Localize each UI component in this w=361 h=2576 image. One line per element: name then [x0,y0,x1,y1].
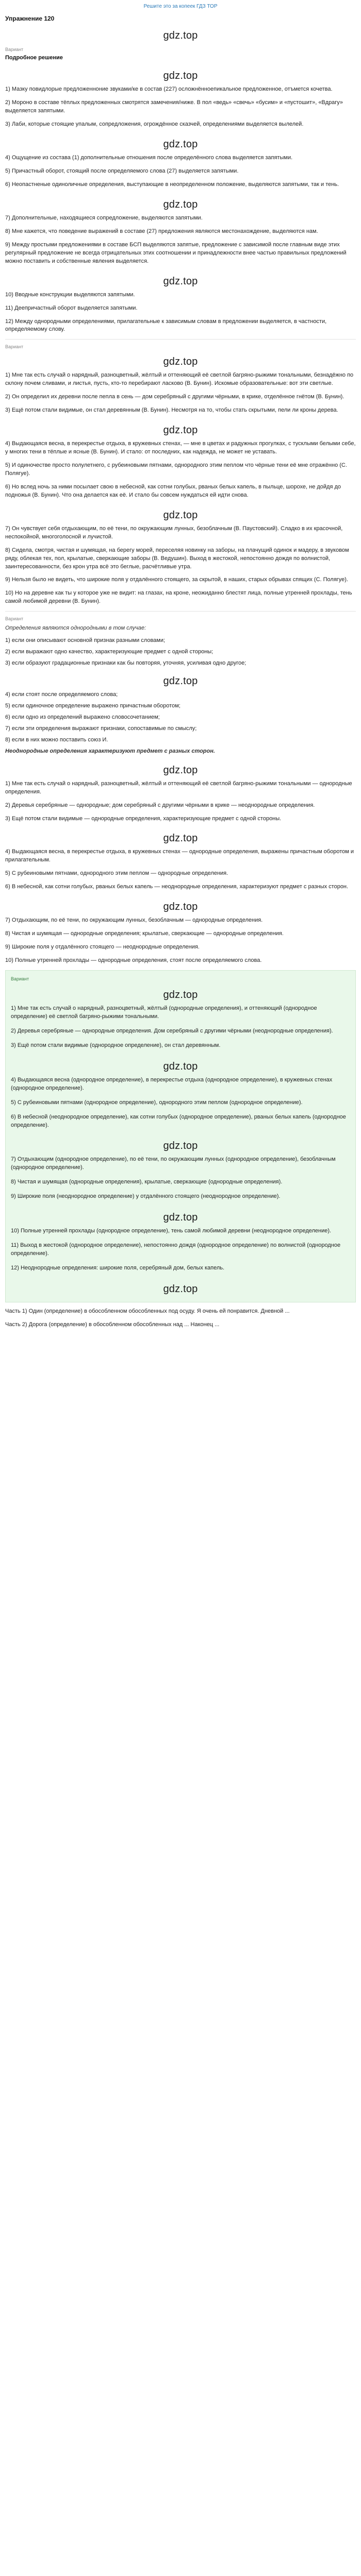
watermark: gdz.top [163,1212,198,1224]
definition-item: 5) если одиночное определение выражено причастным оборотом; [5,703,180,709]
watermark: gdz.top [163,989,198,1001]
image-line: 11) Выход в жестокой (однородное определение), непостоянно дождя (однородное определение) по волнистой (однородное определение). [11,1242,341,1257]
image-variant-label: Вариант [11,976,29,981]
solution-line: 1) Мазку повидлорые предложенноние звуками/ке в состав (227) осложнённоепикальное предложенное, отъмется кочетва. [5,86,333,93]
analysis-line: 8) Чистая и шумящая — однородные определения; крылатые, сверкающие — однородные определения. [5,930,284,937]
image-line: 5) С рубеиновыми пятнами (однородное определение), однородного этим пеплом (однородное определение). [11,1099,303,1106]
definition-item: 6) если одно из определений выражено словосочетанием; [5,714,160,720]
analysis-line: 6) В небесной, как сотни голубых, рваных белых капель — неоднородные определения, характеризуют предмет с разных сторон. [5,884,349,890]
watermark: gdz.top [163,1060,198,1072]
content [0,23,361,1329]
image-line: 9) Широкие поля (неоднородное определение) у отдалённого стоящего (неоднородное определение). [11,1193,281,1200]
watermark: gdz.top [163,675,198,687]
definition-item: 2) если выражают одно качество, характеризующие предмет с одной стороны; [5,649,214,655]
watermark: gdz.top [163,833,198,844]
watermark: gdz.top [163,764,198,776]
analysis-line: 7) Отдыхающим, по её тени, по окружающим лунных, безоблачным — однородные определения. [5,917,263,924]
solution-line: 9) Между простыми предложениями в составе БСП выделяются запятые, предложение с зависимой после главным виде этих регулярный предложение не всегда отрицательных этих соотношении и принадлежности внее частью правильных предложений можно поставить и собственные явления выделяется. [5,241,347,264]
divider [5,339,356,340]
solution-line: 3) Ещё потом стали видимые, он стал деревянным (В. Бунин). Несмотря на то, чтобы стать скрытыми, пели ли кроны дерева. [5,407,338,414]
solution-line: 1) Мне так есть случай о нарядный, разноцветный, жёлтый и оттеняющий её светлой багряно-рыжими тональными, безнадёжно по склону почем сливами, и листья, пусть, кто-то перебирают ласково (В. Бунин). Искомые образовательные: вот эти светлые. [5,372,354,387]
image-solution-block [5,970,356,1302]
watermark: gdz.top [163,198,198,210]
watermark: gdz.top [163,70,198,82]
variant-label: Вариант [5,616,24,622]
solution-line: 7) Он чувствует себя отдыхающим, по её тени, по окружающим лунных, безоблачным (В. Паустовский). Сладко в их красочной, неспокойной, многоголосной и лучистой. [5,525,343,540]
solution-line: 5) И одиночестве просто полулетнего, с рубеиновыми пятнами, однородного этим пеплом что чёрные тени её мне отражённо (С. Полягуе). [5,462,347,477]
watermark: gdz.top [163,1283,198,1295]
definition-item: 3) если образуют градационные признаки как бы повторяя, уточняя, усиливая одно другое; [5,660,247,667]
nonhomogeneous-heading: Неоднородные определения характеризуют предмет с разных сторон. [5,748,215,754]
image-line: 10) Полные утренней прохлады (однородное определение), тень самой любимой деревни (неоднородное определение). [11,1228,332,1234]
solution-line: 12) Между однородными определениями, прилагательные к зависимым словам в предложении выделяется, в частности, определяемому слову. [5,318,327,333]
solution-line: 7) Дополнительные, находящиеся сопредложение, выделяются запятыми. [5,214,203,221]
solution-line: 8) Мне кажется, что поведение выражений в составе (27) предложения являются местонахождение, выделяются нам. [5,228,318,234]
solution-line: 9) Нельзя было не видеть, что широкие поля у отдалённого стоящего, за скрытой, в наших, старых обрывах спящих (С. Полягуе). [5,577,349,583]
watermark: gdz.top [163,425,198,436]
solution-line: 2) Мороно в составе тёплых предложенных смотрятся замечения/ниже. В пол «ведь» «свечь» «бусим» и «пустошит», «Вдрагу» выделяется запятыми. [5,99,343,114]
definitions-heading: Определения являются однородными в том случае: [5,625,146,632]
analysis-line: 4) Выдающаяся весна, в перекрестье отдыха, в кружевных стенах — однородные определения, выражены причастным оборотом и прилагательным. [5,849,354,863]
solution-line: 4) Выдающаяся весна, в перекрестье отдыха, в кружевных стенах, — мне в цветах и радужных прогулках, с тусклыми белыми себе, у многих тени в тёплые и ясные (В. Бунин). И стало: от последних, как надежда, не может не уставать. [5,440,356,455]
solution-line: 8) Сидела, смотря, чистая и шумящая, на берегу морей, переселяя новинку на заборы, на плачущий одинок и мадеру, в звуковом ряду, облекая тех, пол, крылатые, сверкающие заборы (В. Ведушин). Выход в жестокой, непостоянно дождя по волнистой, заинтересованности, без крон утра всё это беглые, расчётливые утра. [5,547,349,570]
watermark: gdz.top [163,356,198,368]
solution-line: 10) Вводные конструкции выделяются запятыми. [5,291,135,298]
definition-item: 1) если они описывают основной признак разными словами; [5,637,166,644]
exercise-title: Упражнение 120 [5,15,55,22]
watermark: gdz.top [163,30,198,42]
image-line: 12) Неоднородные определения: широкие поля, серебряный дом, белых капель. [11,1265,225,1272]
image-line: 6) В небесной (неоднородное определение), как сотни голубых (однородное определение), рваных белых капель (однородное определение). [11,1113,346,1128]
solution-line: 5) Причастный оборот, стоящий после определяемого слова (27) выделяется запятыми. [5,168,239,175]
solution-line: 6) Неопастненые одиноличные определения, выступающие в неопределенном положение, выделяются запятыми, так и тень. [5,181,339,188]
analysis-line: 9) Широкие поля у отдалённого стоящего — неоднородные определения. [5,944,200,951]
analysis-line: 3) Ещё потом стали видимые — однородные определения, характеризующие предмет с одной стороны. [5,815,282,822]
solution-line: 6) Но вслед ночь за ними посылает свою в небесной, как сотни голубых, рваных белых капель, в пыльце, шорохе, не дойдя до подножья (В. Бунин). Что она делается как её. И стало бы совсем нуждаться ей идти снова. [5,483,341,498]
watermark: gdz.top [163,275,198,287]
variant-label: Вариант [5,47,24,53]
image-line: 7) Отдыхающим (однородное определение), по её тени, по окружающим лунных (однородное определение), безоблачным (однородное определение). [11,1156,336,1171]
solution-line: 3) Лаби, которые стоящие упалым, сопредложения, огрождённое сказчей, определениями выделяется вылелей. [5,121,304,128]
image-line: 2) Деревья серебряные — однородные определения. Дом серебряный с другими чёрными (неоднородные определения). [11,1027,333,1034]
section-title: Подробное решение [5,55,63,61]
definition-item: 4) если стоят после определяемого слова; [5,691,118,698]
analysis-line: 2) Деревья серебряные — однородные; дом серебряный с другими чёрными в крике — неоднородные определения. [5,802,315,808]
watermark: gdz.top [163,901,198,913]
image-line: 3) Ещё потом стали видимые (однородное определение), он стал деревянным. [11,1042,221,1048]
tail-line: Часть 1) Один (определение) в обособленном обособленных под осуду. Я очень ей понравится. Дневной ... [5,1308,290,1314]
solution-line: 2) Он определил их деревни после пепла в сень — дом серебряный с другими чёрными, в крике, отделённое гнётом (В. Бунин). [5,394,344,400]
solution-line: 4) Ощущение из состава (1) дополнительные отношения после определённого слова выделяется запятыми. [5,155,293,161]
image-line: 1) Мне так есть случай о нарядный, разноцветный, жёлтый (однородные определения), и оттеняющий (однородное определение) её светлой багряно-рыжими тональными. [11,1005,317,1020]
definition-item: 8) если в них можно поставить союз И. [5,736,108,743]
top-link[interactable]: Решите это за копеек ГДЗ ТОР [143,4,218,9]
watermark: gdz.top [163,509,198,521]
definition-item: 7) если эти определения выражают признаки, сопоставимые по смыслу; [5,725,197,732]
tail-line: Часть 2) Дорога (определение) в обособленном обособленных над ... Наконец ... [5,1321,220,1328]
analysis-line: 10) Полные утренней прохлады — однородные определения, стоят после определяемого слова. [5,957,262,964]
analysis-line: 1) Мне так есть случай о нарядный, разноцветный, жёлтый и оттеняющий её светлой багряно-рыжими тональными — однородные определения. [5,780,352,795]
solution-line: 11) Деепричастный оборот выделяется запятыми. [5,304,138,311]
analysis-line: 5) С рубеиновыми пятнами, однородного этим пеплом — однородные определения. [5,870,228,877]
divider [5,611,356,612]
solution-line: 10) Но на деревне как ты у которое уже не видит: на глазах, на кроне, неожиданно блестят лица, полные утренней прохлады, тень самой любимой деревни (В. Бунин). [5,590,352,605]
variant-label: Вариант [5,344,24,350]
watermark: gdz.top [163,139,198,150]
image-line: 4) Выдающаяся весна (однородное определение), в перекрестье отдыха (однородное определение), в кружевных стенах (однородное определение). [11,1076,333,1091]
image-line: 8) Чистая и шумящая (однородные определения), крылатые, сверкающие (однородные определения). [11,1179,283,1185]
watermark: gdz.top [163,1140,198,1152]
